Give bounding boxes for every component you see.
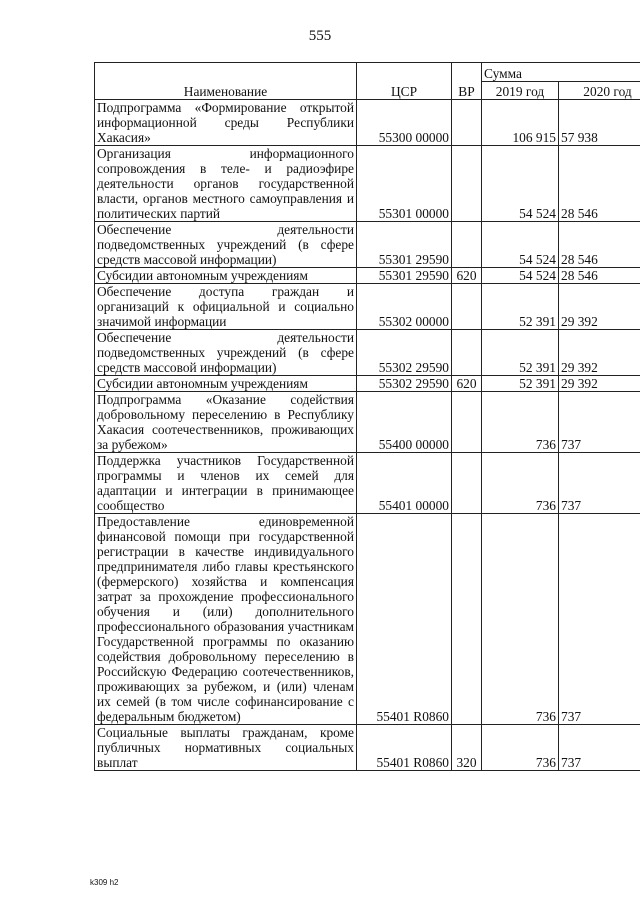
table-row [95,268,640,284]
table-row [95,100,640,146]
row-sum-2019: 736 [482,453,559,514]
row-sum-2020: 737 [559,514,640,725]
row-csr: 55401 R0860 [357,725,452,771]
row-vr [452,453,482,514]
row-vr: 620 [452,268,482,284]
row-vr: 620 [452,376,482,392]
header-year-2019: 2019 год [482,81,559,100]
row-sum-2020: 29 392 [559,284,640,330]
table-row [95,376,640,392]
row-csr: 55400 00000 [357,392,452,453]
row-name: Обеспечение доступа граждан и организаций к официальной и социально значимой информации [95,284,357,330]
row-csr: 55301 29590 [357,268,452,284]
row-csr: 55401 R0860 [357,514,452,725]
page-number: 555 [308,28,332,44]
row-csr: 55302 29590 [357,376,452,392]
row-vr [452,146,482,222]
row-vr [452,392,482,453]
budget-table [94,62,640,771]
row-sum-2019: 52 391 [482,330,559,376]
row-sum-2019: 54 524 [482,268,559,284]
table-row [95,222,640,268]
header-csr: ЦСР [357,63,452,100]
row-sum-2020: 737 [559,453,640,514]
row-sum-2019: 52 391 [482,376,559,392]
row-sum-2020: 29 392 [559,376,640,392]
row-vr: 320 [452,725,482,771]
table-row [95,284,640,330]
table-row [95,392,640,453]
row-csr: 55401 00000 [357,453,452,514]
row-name: Субсидии автономным учреждениям [95,268,357,284]
row-sum-2019: 736 [482,514,559,725]
table-row [95,453,640,514]
row-csr: 55301 00000 [357,146,452,222]
row-csr: 55302 29590 [357,330,452,376]
row-sum-2020: 57 938 [559,100,640,146]
row-csr: 55301 29590 [357,222,452,268]
row-csr: 55300 00000 [357,100,452,146]
row-csr: 55302 00000 [357,284,452,330]
row-name: Подпрограмма «Оказание содействия добровольному переселению в Республику Хакасия соотечественников, проживающих за рубежом» [95,392,357,453]
row-sum-2020: 28 546 [559,268,640,284]
row-sum-2019: 54 524 [482,146,559,222]
row-name: Социальные выплаты гражданам, кроме публичных нормативных социальных выплат [95,725,357,771]
table-row [95,146,640,222]
row-sum-2019: 736 [482,392,559,453]
row-sum-2020: 737 [559,392,640,453]
row-sum-2020: 28 546 [559,146,640,222]
header-year-2020: 2020 год [559,81,640,100]
row-sum-2019: 52 391 [482,284,559,330]
row-name: Предоставление единовременной финансовой помощи при государственной регистрации в качестве индивидуального предпринимателя либо главы крестьянского (фермерского) хозяйства и компенсация затрат за прохождение профессионального обучения и (или) дополнительного профессионального образования участникам Государственной программы по оказанию содействия добровольному переселению в Российскую Федерацию соотечественников, проживающих за рубежом, и (или) членам их семей (в том числе софинансирование с федеральным бюджетом) [95,514,357,725]
row-name: Обеспечение деятельности подведомственных учреждений (в сфере средств массовой информации) [95,330,357,376]
footer-code: k309 h2 [90,878,119,887]
row-sum-2019: 106 915 [482,100,559,146]
row-sum-2020: 28 546 [559,222,640,268]
row-sum-2019: 54 524 [482,222,559,268]
table-row [95,514,640,725]
row-vr [452,514,482,725]
row-name: Обеспечение деятельности подведомственных учреждений (в сфере средств массовой информации) [95,222,357,268]
row-sum-2019: 736 [482,725,559,771]
row-name: Подпрограмма «Формирование открытой информационной среды Республики Хакасия» [95,100,357,146]
row-vr [452,100,482,146]
row-sum-2020: 737 [559,725,640,771]
row-vr [452,222,482,268]
row-sum-2020: 29 392 [559,330,640,376]
header-sum: Сумма [482,63,640,82]
row-name: Субсидии автономным учреждениям [95,376,357,392]
row-vr [452,330,482,376]
header-name: Наименование [95,63,357,100]
row-vr [452,284,482,330]
row-name: Организация информационного сопровождения в теле- и радиоэфире деятельности органов государственной власти, органов местного самоуправления и политических партий [95,146,357,222]
header-vr: ВР [452,63,482,100]
row-name: Поддержка участников Государственной программы и членов их семей для адаптации и интеграции в принимающее сообщество [95,453,357,514]
table-row [95,330,640,376]
table-row [95,725,640,771]
